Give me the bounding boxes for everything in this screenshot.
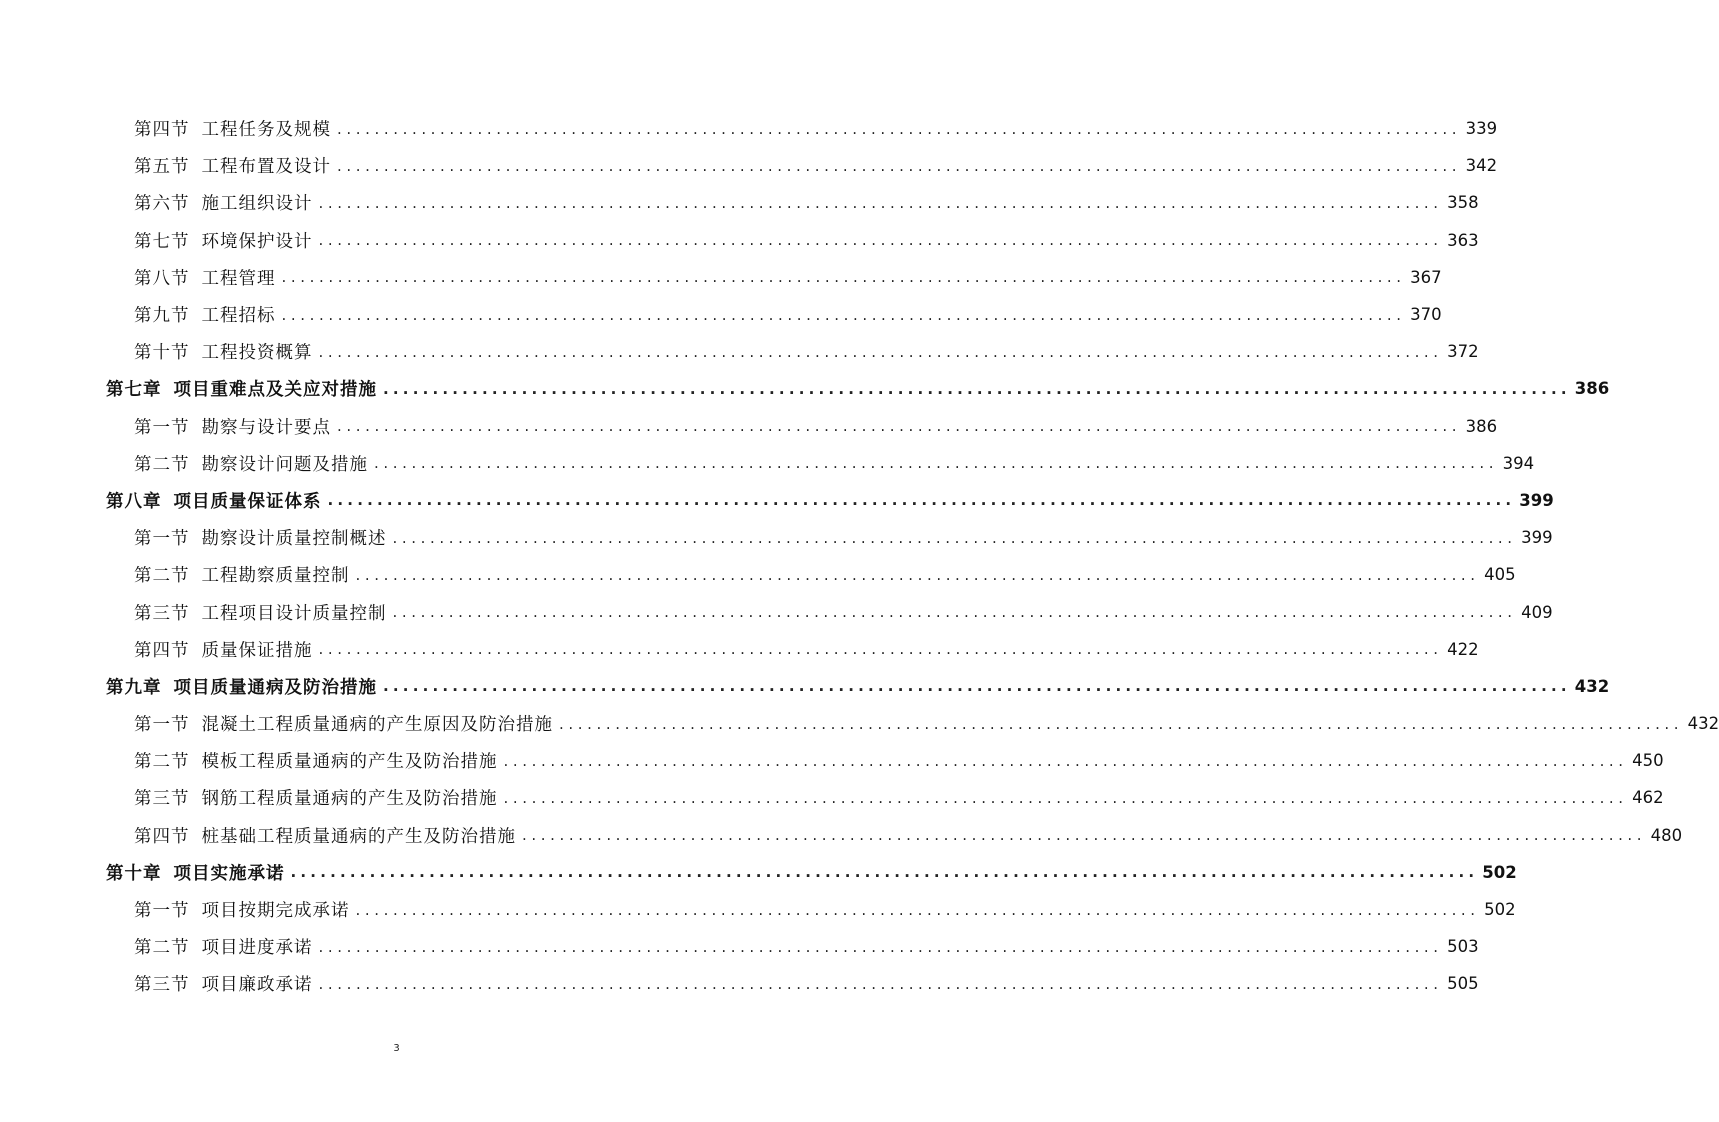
- toc-entry-number: 第二节: [134, 938, 190, 959]
- toc-entry-title: 项目进度承诺: [201, 938, 313, 959]
- toc-entry-title: 勘察设计问题及措施: [201, 454, 368, 475]
- toc-leader-dots: ........................................................................................................................: [318, 342, 1443, 361]
- toc-entry-page-number: 399: [1521, 528, 1553, 548]
- toc-entry-title: 桩基础工程质量通病的产生及防治措施: [201, 826, 516, 847]
- toc-chapter-entry[interactable]: [0, 370, 1610, 407]
- toc-entry-page-number: 372: [1447, 342, 1479, 362]
- toc-section-entry[interactable]: [0, 259, 1442, 296]
- toc-entry-title: 勘察与设计要点: [201, 417, 331, 438]
- toc-entry-page-number: 450: [1632, 751, 1664, 771]
- toc-entry-title: 工程勘察质量控制: [201, 566, 350, 587]
- toc-leader-dots: ........................................................................................................................: [355, 900, 1480, 919]
- toc-leader-dots: ........................................................................................................................: [318, 937, 1443, 956]
- toc-entry-number: 第七节: [134, 231, 190, 252]
- toc-entry-title: 项目按期完成承诺: [201, 901, 350, 922]
- footer-page-number: 3: [393, 1043, 400, 1054]
- toc-entry-title: 质量保证措施: [201, 640, 313, 661]
- toc-leader-dots: ........................................................................................................................: [392, 528, 1517, 547]
- toc-entry-number: 第一节: [134, 901, 190, 922]
- toc-entry-page-number: 409: [1521, 602, 1553, 622]
- toc-leader-dots: ........................................................................................................................: [281, 305, 1406, 324]
- toc-entry-number: 第四节: [134, 120, 190, 141]
- toc-leader-dots: ........................................................................................................................: [318, 231, 1443, 250]
- toc-leader-dots: ........................................................................................................................: [374, 454, 1499, 473]
- toc-leader-dots: ........................................................................................................................: [503, 751, 1628, 770]
- toc-entry-page-number: 367: [1410, 267, 1442, 287]
- toc-section-entry[interactable]: [0, 891, 1516, 928]
- toc-entry-page-number: 363: [1447, 230, 1479, 250]
- toc-entry-title: 混凝土工程质量通病的产生原因及防治措施: [201, 715, 553, 736]
- toc-entry-number: 第二节: [134, 454, 190, 475]
- toc-leader-dots: ........................................................................................................................: [383, 677, 1571, 696]
- toc-leader-dots: ........................................................................................................................: [522, 826, 1647, 845]
- toc-leader-dots: ........................................................................................................................: [383, 379, 1571, 398]
- toc-leader-dots: ........................................................................................................................: [392, 603, 1517, 622]
- toc-entry-title: 项目实施承诺: [173, 863, 285, 884]
- toc-entry-page-number: 386: [1574, 379, 1610, 399]
- toc-entry-page-number: 386: [1465, 416, 1498, 436]
- toc-entry-page-number: 480: [1650, 825, 1683, 845]
- toc-leader-dots: ........................................................................................................................: [503, 788, 1628, 807]
- toc-chapter-entry[interactable]: [0, 482, 1554, 519]
- toc-entry-page-number: 502: [1484, 900, 1516, 920]
- toc-entry-number: 第四节: [134, 826, 190, 847]
- toc-leader-dots: ........................................................................................................................: [355, 565, 1480, 584]
- toc-entry-title: 项目重难点及关应对措施: [173, 380, 377, 401]
- toc-entry-page-number: 505: [1447, 974, 1479, 994]
- toc-entry-number: 第五节: [134, 157, 190, 178]
- toc-entry-title: 工程管理: [201, 268, 276, 289]
- toc-entry-title: 项目质量通病及防治措施: [173, 677, 377, 698]
- toc-section-entry[interactable]: [0, 631, 1479, 668]
- toc-section-entry[interactable]: [0, 705, 1719, 742]
- toc-entry-page-number: 358: [1447, 193, 1479, 213]
- toc-entry-title: 施工组织设计: [201, 194, 313, 215]
- table-of-contents: [0, 110, 1719, 1003]
- toc-entry-number: 第十节: [134, 343, 190, 364]
- toc-entry-number: 第三节: [134, 603, 190, 624]
- toc-section-entry[interactable]: [0, 184, 1479, 221]
- toc-section-entry[interactable]: [0, 296, 1442, 333]
- toc-entry-page-number: 432: [1574, 676, 1610, 696]
- toc-section-entry[interactable]: [0, 965, 1479, 1002]
- toc-entry-title: 项目质量保证体系: [173, 491, 322, 512]
- toc-section-entry[interactable]: [0, 556, 1516, 593]
- toc-leader-dots: ........................................................................................................................: [318, 193, 1443, 212]
- toc-section-entry[interactable]: [0, 928, 1479, 965]
- toc-entry-page-number: 339: [1465, 119, 1498, 139]
- toc-entry-number: 第二节: [134, 566, 190, 587]
- toc-entry-page-number: 503: [1447, 937, 1479, 957]
- toc-section-entry[interactable]: [0, 445, 1535, 482]
- toc-entry-page-number: 370: [1410, 305, 1442, 325]
- toc-entry-number: 第一节: [134, 417, 190, 438]
- toc-entry-number: 第九节: [134, 306, 190, 327]
- toc-entry-page-number: 422: [1447, 639, 1479, 659]
- toc-chapter-entry[interactable]: [0, 668, 1610, 705]
- toc-entry-number: 第八节: [134, 268, 190, 289]
- toc-entry-title: 勘察设计质量控制概述: [201, 529, 387, 550]
- toc-entry-title: 工程招标: [201, 306, 276, 327]
- toc-entry-page-number: 399: [1519, 490, 1554, 510]
- toc-leader-dots: ........................................................................................................................: [318, 640, 1443, 659]
- toc-section-entry[interactable]: [0, 147, 1498, 184]
- toc-entry-number: 第八章: [106, 491, 162, 512]
- toc-entry-page-number: 432: [1687, 714, 1719, 734]
- toc-entry-number: 第七章: [106, 380, 162, 401]
- toc-leader-dots: ........................................................................................................................: [337, 156, 1462, 175]
- toc-entry-page-number: 394: [1502, 453, 1535, 473]
- toc-entry-page-number: 462: [1632, 788, 1664, 808]
- toc-leader-dots: ........................................................................................................................: [281, 268, 1406, 287]
- toc-entry-page-number: 502: [1482, 862, 1517, 882]
- toc-entry-title: 工程任务及规模: [201, 120, 331, 141]
- toc-leader-dots: ........................................................................................................................: [327, 491, 1516, 510]
- toc-entry-title: 工程投资概算: [201, 343, 313, 364]
- toc-leader-dots: ........................................................................................................................: [559, 714, 1684, 733]
- toc-entry-page-number: 342: [1465, 156, 1498, 176]
- toc-entry-title: 钢筋工程质量通病的产生及防治措施: [201, 789, 498, 810]
- toc-section-entry[interactable]: [0, 222, 1479, 259]
- toc-section-entry[interactable]: [0, 333, 1479, 370]
- toc-section-entry[interactable]: [0, 519, 1553, 556]
- toc-leader-dots: ........................................................................................................................: [337, 417, 1462, 436]
- toc-chapter-entry[interactable]: [0, 854, 1517, 891]
- toc-section-entry[interactable]: [0, 779, 1664, 816]
- toc-entry-number: 第三节: [134, 975, 190, 996]
- toc-entry-number: 第一节: [134, 715, 190, 736]
- toc-leader-dots: ........................................................................................................................: [337, 119, 1462, 138]
- toc-entry-number: 第四节: [134, 640, 190, 661]
- toc-section-entry[interactable]: [0, 742, 1664, 779]
- toc-entry-title: 项目廉政承诺: [201, 975, 313, 996]
- toc-section-entry[interactable]: [0, 408, 1498, 445]
- toc-section-entry[interactable]: [0, 817, 1683, 854]
- toc-leader-dots: ........................................................................................................................: [290, 863, 1479, 882]
- toc-entry-number: 第六节: [134, 194, 190, 215]
- toc-section-entry[interactable]: [0, 110, 1498, 147]
- toc-entry-number: 第三节: [134, 789, 190, 810]
- toc-leader-dots: ........................................................................................................................: [318, 974, 1443, 993]
- toc-entry-number: 第一节: [134, 529, 190, 550]
- toc-entry-title: 工程项目设计质量控制: [201, 603, 387, 624]
- toc-entry-title: 模板工程质量通病的产生及防治措施: [201, 752, 498, 773]
- toc-entry-title: 环境保护设计: [201, 231, 313, 252]
- toc-entry-title: 工程布置及设计: [201, 157, 331, 178]
- toc-entry-number: 第二节: [134, 752, 190, 773]
- toc-entry-page-number: 405: [1484, 565, 1516, 585]
- toc-entry-number: 第九章: [106, 677, 162, 698]
- toc-section-entry[interactable]: [0, 593, 1553, 630]
- toc-entry-number: 第十章: [106, 863, 162, 884]
